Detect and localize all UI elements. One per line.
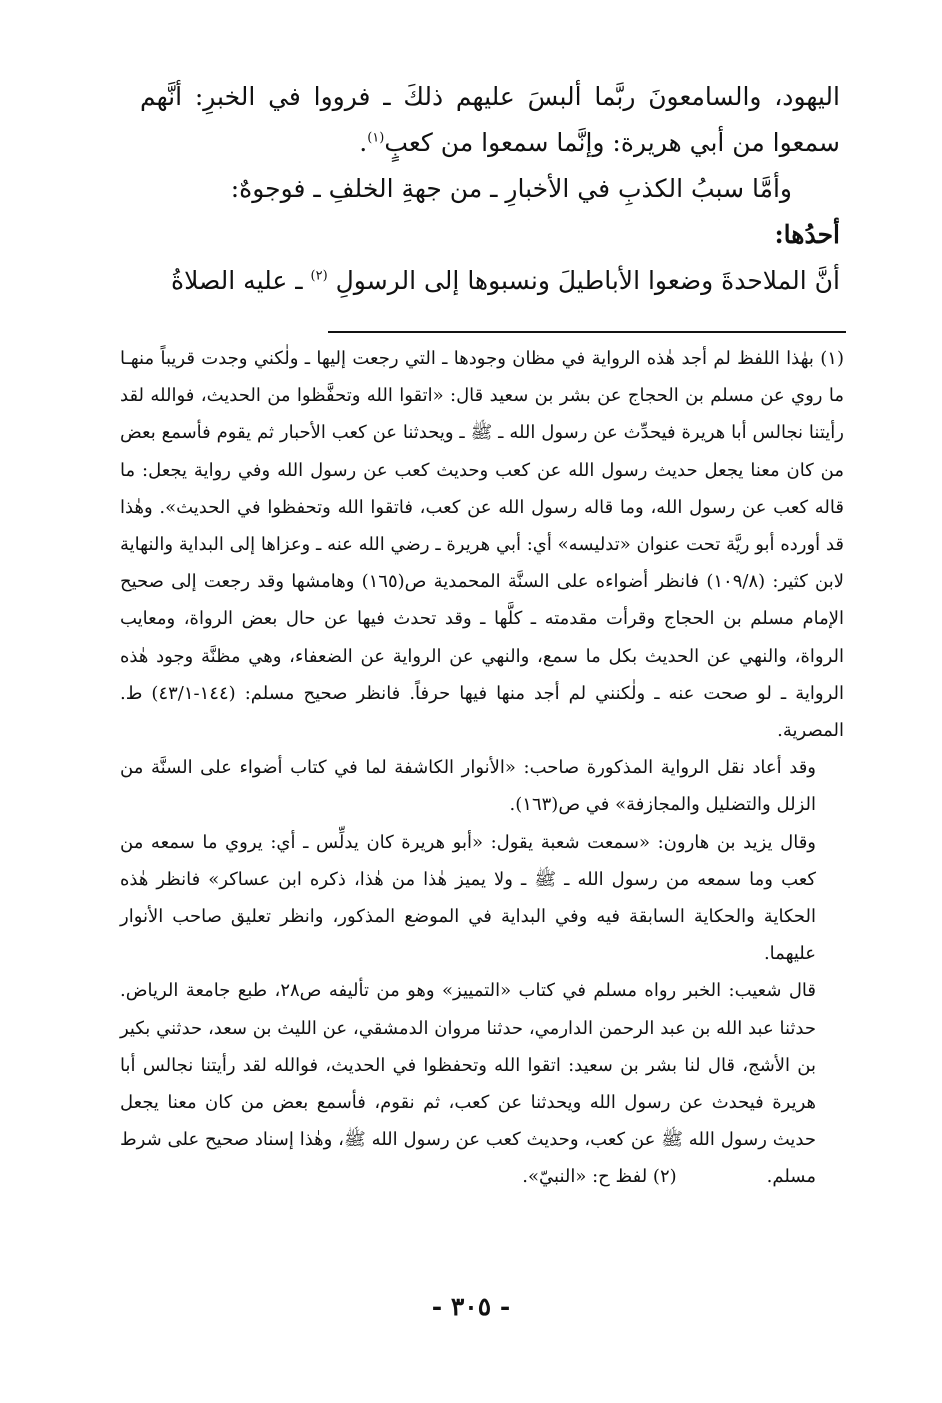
main-line-3: أنَّ الملاحدةَ وضعوا الأباطيلَ ونسبوها إلى الرسولِ [335, 266, 840, 295]
main-line-1-end: . [359, 128, 368, 157]
footnotes [120, 340, 844, 1196]
footnote-2: (٢) لفظ ح: «النبيّ». [522, 1166, 677, 1188]
footnote-1-paragraph-4 [120, 972, 844, 1195]
main-line-1: اليهود، والسامعونَ ربَّما ألبسَ عليهم ذلكَ ـ فرووا في الخبرِ: أنَّهم سمعوا من أبي هريرة: وإنَّما سمعوا من كعبٍ [140, 82, 840, 157]
section-heading: أحدُها: [774, 220, 840, 249]
main-text [140, 74, 840, 304]
footnote-separator [328, 331, 846, 333]
main-paragraph-2: وأمَّا سببُ الكذبِ في الأخبارِ ـ من جهةِ الخلفِ ـ فوجوهٌ: [230, 174, 792, 203]
main-line-3-end: ـ عليه الصلاةُ [170, 266, 303, 295]
footnote-1-paragraph-2: وقد أعاد نقل الرواية المذكورة صاحب: «الأنوار الكاشفة لما في كتاب أضواء على السنَّة من الزلل والتضليل والمجازفة» في ص(١٦٣). [120, 757, 816, 816]
footnote-1-paragraph-3: وقال يزيد بن هارون: «سمعت شعبة يقول: «أبو هريرة كان يدلِّس ـ أي: يروي ما سمعه من كعب وما سمعه من رسول الله ـ ﷺ ـ ولا يميز هٰذا من هٰذا، ذكره ابن عساكر» فانظر هٰذه الحكاية والحكاية السابقة فيه وفي البداية في الموضع المذكور، وانظر تعليق صاحب الأنوار عليهما. [120, 831, 816, 965]
main-paragraph-3 [140, 258, 840, 304]
footnote-1-paragraph-1: (١) بهٰذا اللفظ لم أجد هٰذه الرواية في مظان وجودها ـ التي رجعت إليها ـ ولٰكني وجدت قريباً منهـا ما روي عن مسلم بن الحجاج عن بشر بن سعيد قال: «اتقوا الله وتحفَّظوا من الحديث، فوالله لقد رأيتنا نجالس أبا هريرة فيحدِّث عن رسول الله ـ ﷺ ـ ويحدثنا عن كعب الأحبار ثم يقوم فأسمع بعض من كان معنا يجعل حديث رسول الله عن كعب وحديث كعب عن رسول الله وفي رواية يجعل: ما قاله كعب عن رسول الله، وما قاله رسول الله عن كعب، فاتقوا الله وتحفظوا في الحديث». وهٰذا قد أورده أبو ريَّة تحت عنوان «تدليسه» أي: أبي هريرة ـ رضي الله عنه ـ وعزاها إلى البداية والنهاية لابن كثير: (١٠٩/٨) فانظر أضواءه على السنَّة المحمدية ص(١٦٥) وهامشها وقد رجعت إلى صحيح الإمام مسلم بن الحجاج وقرأت مقدمته ـ كلَّها ـ وقد تحدث فيها عن حال بعض الرواة، ومعايب الرواة، والنهي عن الحديث بكل ما سمع، والنهي عن الرواية عن الضعفاء، وهي مظنَّة وجود هٰذه الرواية ـ لو صحت عنه ـ ولٰكنني لم أجد منها فيها حرفاً. فانظر صحيح مسلم: (١٤٤-٤٣/١) ط. المصرية. [120, 348, 845, 742]
main-paragraph-1 [140, 74, 840, 166]
footnote-1-paragraph-4-text: قال شعيب: الخبر رواه مسلم في كتاب «التمييز» وهو من تأليفه ص٢٨، طبع جامعة الرياض. حدثنا عبد الله بن عبد الرحمن الدارمي، حدثنا مروان الدمشقي، عن الليث بن سعد، حدثني بكير بن الأشج، قال لنا بشر بن سعيد: اتقوا الله وتحفظوا في الحديث، فوالله لقد رأيتنا نجالس أبا هريرة فيحدث عن رسول الله ويحدثنا عن كعب، ثم نقوم، فأسمع بعض من كان معنا يجعل حديث رسول الله ﷺ عن كعب، وحديث كعب عن رسول الله ﷺ، وهٰذا إسناد صحيح على شرط مسلم. [120, 980, 816, 1188]
page-number: - ٣٠٥ - [431, 1292, 511, 1321]
footnote-ref-2[interactable]: (٢) [310, 268, 328, 284]
footnote-ref-1[interactable]: (١) [367, 130, 385, 146]
